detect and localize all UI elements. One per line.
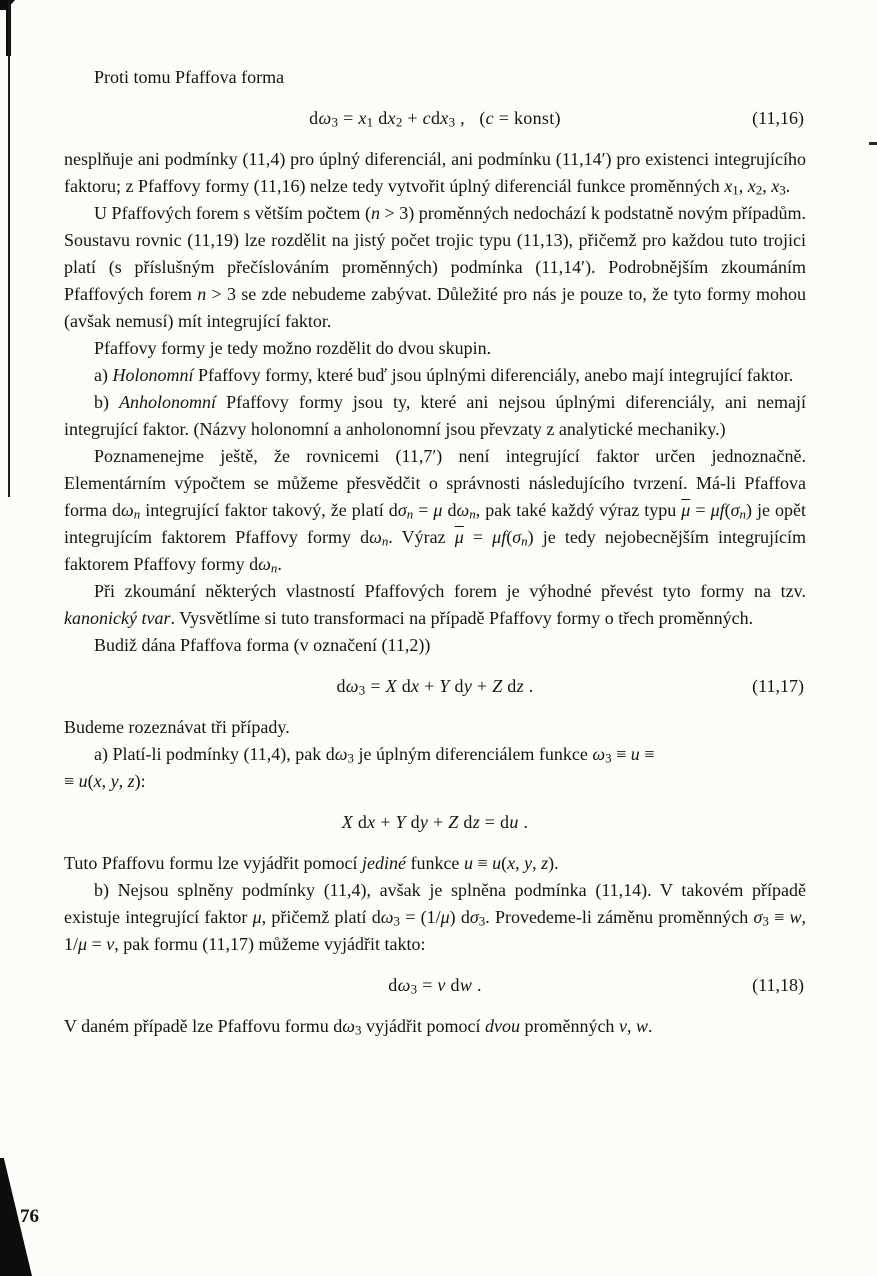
paragraph-canonical-form: Při zkoumání některých vlastností Pfaffových forem je výhodné převést tyto formy na tzv. kanonický tvar. Vysvětlíme si tuto transformaci na případě Pfaffovy formy o třech proměnných.	[64, 581, 806, 628]
scan-artifact-right-edge-dash	[869, 142, 877, 145]
equation-number: (11,18)	[752, 975, 804, 995]
equation-11-16	[64, 105, 806, 132]
scan-artifact-left-edge-line	[8, 0, 10, 497]
equation-body: X dx + Y dy + Z dz = du .	[341, 812, 529, 832]
paragraph-given-form: Budiž dána Pfaffova forma (v označení (11,2))	[94, 635, 431, 655]
equation-total-differential	[64, 809, 806, 836]
paragraph-conditions: nesplňuje ani podmínky (11,4) pro úplný diferenciál, ani podmínku (11,14′) pro existenci integrujícího faktoru; z Pfaffovy formy (11,16) nelze tedy vytvořit úplný diferenciál funkce proměnných $x_1$, $x_2$, $x_3$.	[64, 149, 806, 198]
paragraph-intro: Proti tomu Pfaffova forma	[94, 67, 285, 87]
equation-number: (11,17)	[752, 676, 804, 696]
equation-11-18	[64, 972, 806, 999]
equation-number: (11,16)	[752, 108, 804, 128]
equation-body: $d\omega_3 = v$ dw .	[388, 975, 482, 997]
paragraph-single-function: Tuto Pfaffovu formu lze vyjádřit pomocí jediné funkce u ≡ u(x, y, z).	[64, 853, 559, 873]
list-item-case-b: b) Nejsou splněny podmínky (11,4), avšak je splněna podmínka (11,14). V takovém případě existuje integrující faktor μ, přičemž platí $d\omega_3 = (1/\mu)$ $d\sigma_3$. Provedeme-li záměnu proměnných $\sigma_3 \equiv w$, 1/μ = v, pak formu (11,17) můžeme vyjádřit takto:	[64, 880, 806, 954]
list-item-holonomic: a) Holonomní Pfaffovy formy, které buď jsou úplnými diferenciály, anebo mají integrující faktor.	[94, 365, 794, 385]
paragraph-integrating-factor-note: Poznamenejme ještě, že rovnicemi (11,7′) není integrující faktor určen jednoznačně. Elementárním výpočtem se můžeme přesvědčit o správnosti následujícího tvrzení. Má-li Pfaffova forma $d\omega_n$ integrující faktor takový, že platí $d\sigma_n = \mu$ $d\omega_n$, pak také každý výraz typu $\overline{\mu} = \mu f(\sigma_n)$ je opět integrujícím faktorem Pfaffovy formy $d\omega_n$. Výraz $\overline{\mu} = \mu f(\sigma_n)$ je tedy nejobecnějším integrujícím faktorem Pfaffovy formy $d\omega_n$.	[64, 446, 807, 576]
list-item-case-a: a) Platí-li podmínky (11,4), pak $d\omega_3$ je úplným diferenciálem funkce $\omega_3 \equiv u$ ≡ ≡ u(x, y, z):	[64, 744, 655, 791]
list-item-anholonomic: b) Anholonomní Pfaffovy formy jsou ty, které ani nejsou úplnými diferenciály, ani nemají integrující faktor. (Názvy holonomní a anholonomní jsou převzaty z analytické mechaniky.)	[64, 392, 806, 439]
paragraph-two-groups: Pfaffovy formy je tedy možno rozdělit do dvou skupin.	[94, 338, 492, 358]
page-number: 76	[20, 1206, 39, 1227]
page-content	[64, 64, 806, 1040]
equation-11-17	[64, 673, 806, 700]
paragraph-three-cases: Budeme rozeznávat tři případy.	[64, 717, 290, 737]
equation-body: $d\omega_3 = x_1$ $dx_2 + cdx_3$ , (c = konst)	[309, 108, 561, 130]
paragraph-two-variables: V daném případě lze Pfaffovu formu $d\omega_3$ vyjádřit pomocí dvou proměnných v, w.	[64, 1016, 653, 1038]
paragraph-higher-forms: U Pfaffových forem s větším počtem (n > 3) proměnných nedochází k podstatně novým případům. Soustavu rovnic (11,19) lze rozdělit na jistý počet trojic typu (11,13), přičemž pro každou tuto trojici platí (s příslušným přečíslováním proměnných) podmínka (11,14′). Podrobnějším zkoumáním Pfaffových forem n > 3 se zde nebudeme zabývat. Důležité pro nás je pouze to, že tyto formy mohou (avšak nemusí) mít integrující faktor.	[64, 203, 806, 331]
equation-body: $d\omega_3 = X$ dx + Y dy + Z dz .	[336, 676, 534, 698]
